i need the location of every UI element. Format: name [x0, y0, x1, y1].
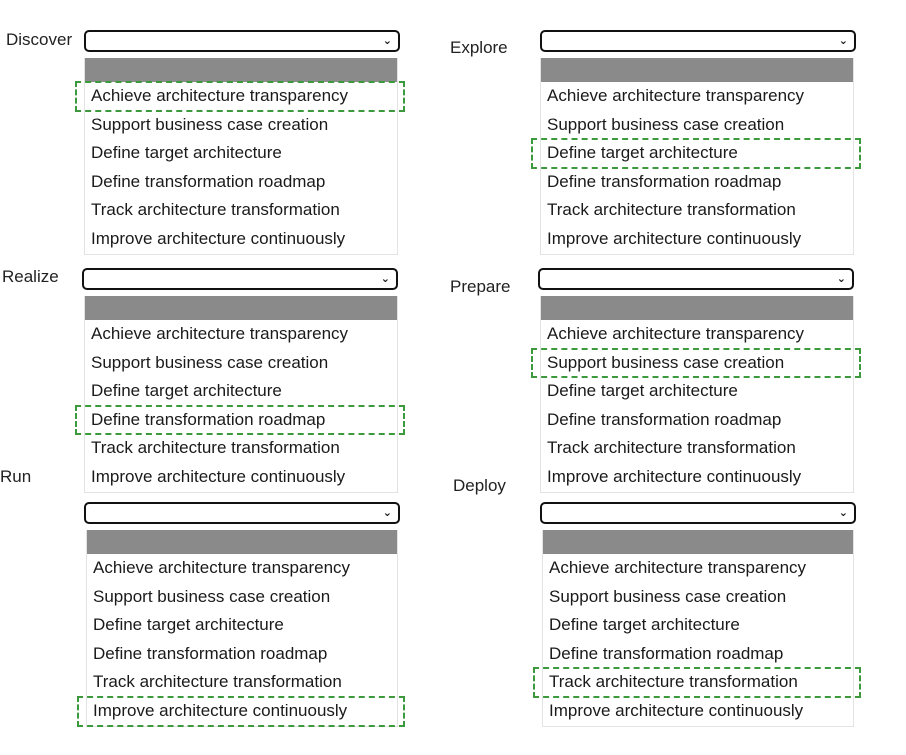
option-track-architecture-transformation[interactable]: Track architecture transformation [93, 672, 342, 692]
option-support-business-case-creation[interactable]: Support business case creation [91, 114, 329, 134]
option-define-transformation-roadmap[interactable]: Define transformation roadmap [547, 171, 782, 191]
option-track-architecture-transformation[interactable]: Track architecture transformation [91, 200, 340, 220]
option-define-target-architecture[interactable]: Define target architecture [547, 381, 738, 401]
prepare-select[interactable] [538, 268, 854, 290]
option-define-transformation-roadmap[interactable]: Define transformation roadmap [549, 643, 784, 663]
realize-listbox [84, 296, 398, 493]
option-define-transformation-roadmap[interactable]: Define transformation roadmap [93, 643, 328, 663]
explore-listbox [540, 58, 854, 255]
option-define-target-architecture[interactable]: Define target architecture [93, 615, 284, 635]
option-define-target-architecture[interactable]: Define target architecture [91, 381, 282, 401]
chevron-down-icon: ⌄ [382, 34, 392, 47]
option-improve-architecture-continuously[interactable]: Improve architecture continuously [547, 466, 802, 486]
phase-label-discover: Discover [6, 30, 73, 49]
blank-option[interactable] [541, 296, 853, 320]
option-support-business-case-creation[interactable]: Support business case creation [93, 586, 331, 606]
option-support-business-case-creation[interactable]: Support business case creation [547, 114, 785, 134]
chevron-down-icon: ⌄ [380, 272, 390, 285]
option-achieve-architecture-transparency[interactable]: Achieve architecture transparency [85, 82, 397, 111]
prepare-listbox [540, 296, 854, 493]
discover-select[interactable] [84, 30, 400, 52]
deploy-select[interactable] [540, 502, 856, 524]
option-define-target-architecture[interactable]: Define target architecture [549, 615, 740, 635]
blank-option[interactable] [543, 530, 853, 554]
blank-option[interactable] [87, 530, 397, 554]
option-define-target-architecture[interactable]: Define target architecture [91, 143, 282, 163]
phase-label-prepare: Prepare [450, 277, 511, 296]
option-support-business-case-creation[interactable]: Support business case creation [541, 349, 853, 378]
option-track-architecture-transformation[interactable]: Track architecture transformation [543, 668, 853, 697]
blank-option[interactable] [85, 58, 397, 82]
run-listbox [86, 530, 398, 727]
option-define-transformation-roadmap[interactable]: Define transformation roadmap [547, 409, 782, 429]
option-define-transformation-roadmap[interactable]: Define transformation roadmap [91, 171, 326, 191]
run-select[interactable] [84, 502, 400, 524]
realize-select[interactable] [82, 268, 398, 290]
option-track-architecture-transformation[interactable]: Track architecture transformation [91, 438, 340, 458]
blank-option[interactable] [85, 296, 397, 320]
option-define-transformation-roadmap[interactable]: Define transformation roadmap [85, 406, 397, 435]
chevron-down-icon: ⌄ [836, 272, 846, 285]
option-support-business-case-creation[interactable]: Support business case creation [91, 352, 329, 372]
chevron-down-icon: ⌄ [838, 34, 848, 47]
option-improve-architecture-continuously[interactable]: Improve architecture continuously [549, 700, 804, 720]
option-achieve-architecture-transparency[interactable]: Achieve architecture transparency [547, 324, 805, 343]
option-achieve-architecture-transparency[interactable]: Achieve architecture transparency [91, 324, 349, 343]
option-improve-architecture-continuously[interactable]: Improve architecture continuously [91, 466, 346, 486]
phase-label-explore: Explore [450, 38, 508, 57]
chevron-down-icon: ⌄ [382, 506, 392, 519]
discover-listbox [84, 58, 398, 255]
option-improve-architecture-continuously[interactable]: Improve architecture continuously [547, 228, 802, 248]
blank-option[interactable] [541, 58, 853, 82]
option-define-target-architecture[interactable]: Define target architecture [541, 139, 853, 168]
explore-select[interactable] [540, 30, 856, 52]
option-track-architecture-transformation[interactable]: Track architecture transformation [547, 200, 796, 220]
option-support-business-case-creation[interactable]: Support business case creation [549, 586, 787, 606]
option-improve-architecture-continuously[interactable]: Improve architecture continuously [87, 697, 397, 726]
deploy-listbox [542, 530, 854, 727]
option-improve-architecture-continuously[interactable]: Improve architecture continuously [91, 228, 346, 248]
option-achieve-architecture-transparency[interactable]: Achieve architecture transparency [93, 558, 351, 577]
phase-label-run: Run [0, 467, 32, 486]
option-achieve-architecture-transparency[interactable]: Achieve architecture transparency [549, 558, 807, 577]
phase-label-realize: Realize [2, 267, 59, 286]
phase-label-deploy: Deploy [453, 476, 506, 495]
option-track-architecture-transformation[interactable]: Track architecture transformation [547, 438, 796, 458]
chevron-down-icon: ⌄ [838, 506, 848, 519]
option-achieve-architecture-transparency[interactable]: Achieve architecture transparency [547, 86, 805, 105]
